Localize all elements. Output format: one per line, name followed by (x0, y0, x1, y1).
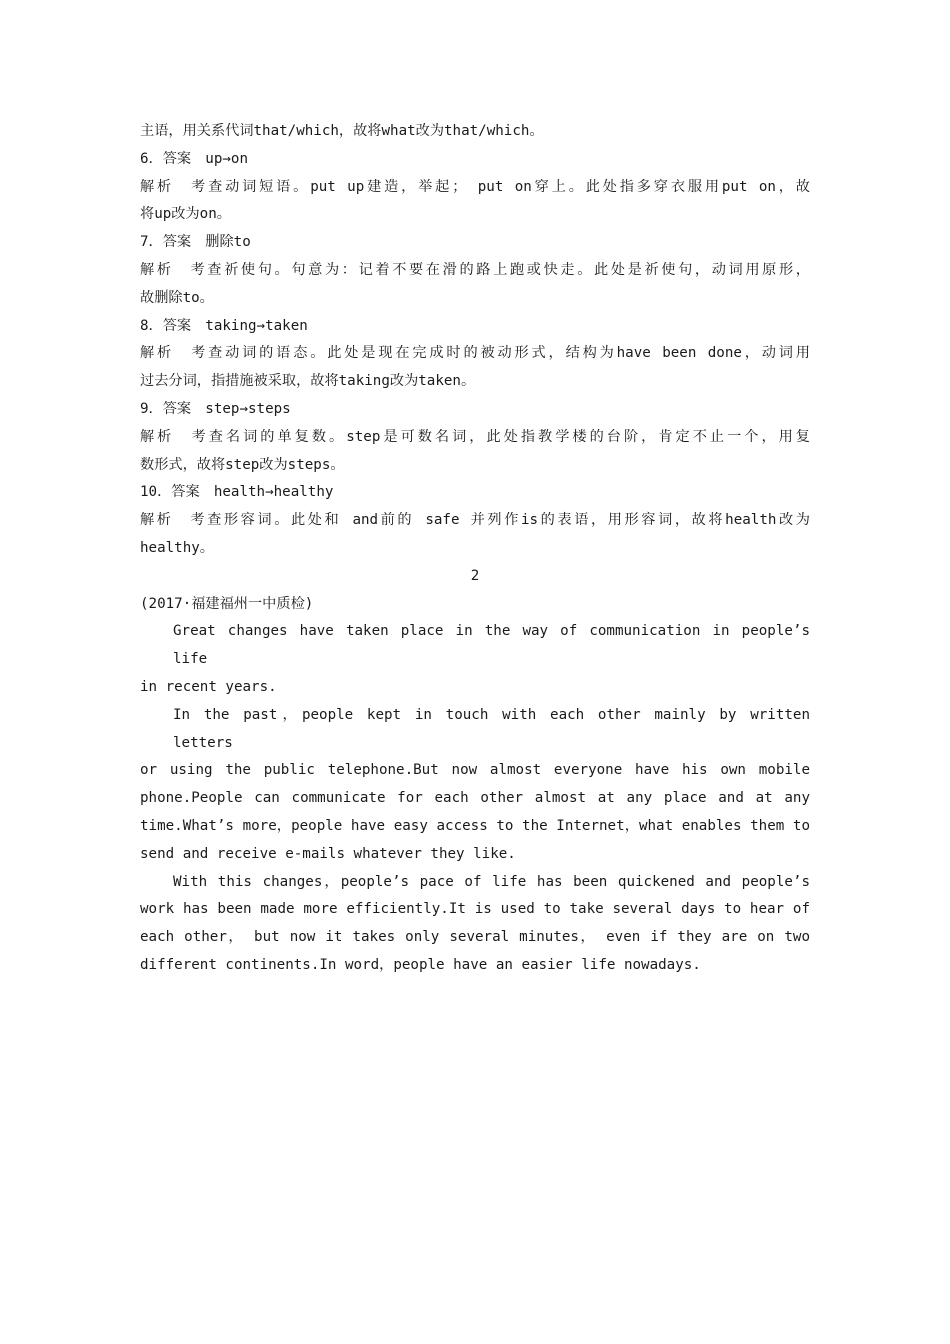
analysis-line: 故删除to。 (140, 289, 214, 306)
analysis-line: 解析 考查祈使句。句意为：记着不要在滑的路上跑或快走。此处是祈使句，动词用原形， (140, 261, 810, 278)
analysis-line: 数形式，故将step改为steps。 (140, 456, 345, 473)
analysis-line: 过去分词，指措施被采取，故将taking改为taken。 (140, 373, 476, 390)
section-number: 2 (470, 567, 480, 584)
answer-head: 10．答案 health→healthy (140, 484, 334, 501)
analysis-line: 解析 考查动词的语态。此处是现在完成时的被动形式，结构为have been done，动词用 (140, 345, 810, 362)
answer-item-10 (140, 479, 810, 562)
answer-head: 8．答案 taking→taken (140, 317, 308, 334)
analysis-line: 解析 考查动词短语。put up建造，举起； put on穿上。此处指多穿衣服用put on，故 (140, 178, 810, 195)
answer-head: 9．答案 step→steps (140, 400, 291, 417)
continuation-line: 主语，用关系代词that/which，故将what改为that/which。 (140, 123, 544, 139)
answer-head: 7．答案 删除to (140, 234, 251, 251)
passage-line: With this changes，people’s pace of life has been quickened and people’s (173, 873, 810, 890)
passage-paragraph-3 (140, 869, 810, 980)
source-label: (2017·福建福州一中质检) (140, 595, 314, 612)
passage-line: In the past，people kept in touch with each other mainly by written letters (173, 706, 810, 751)
answer-head: 6．答案 up→on (140, 150, 248, 167)
passage-line: or using the public telephone.But now almost everyone have his own mobile (140, 762, 810, 779)
answer-item-7 (140, 229, 810, 312)
passage-line: phone.People can communicate for each other almost at any place and at any (140, 790, 810, 807)
passage-line: different continents.In word，people have an easier life nowadays. (140, 956, 701, 973)
answer-item-8 (140, 313, 810, 396)
answer-item-6 (140, 146, 810, 229)
analysis-line: 解析 考查形容词。此处和 and前的 safe 并列作is的表语，用形容词，故将health改为 (140, 512, 810, 529)
passage-line: Great changes have taken place in the way of communication in people’s life (173, 623, 810, 668)
passage-line: send and receive e-mails whatever they like. (140, 845, 516, 862)
analysis-line: 解析 考查名词的单复数。step是可数名词，此处指教学楼的台阶，肯定不止一个，用复 (140, 428, 810, 445)
passage-paragraph-2 (140, 702, 810, 869)
answer-item-9 (140, 396, 810, 479)
passage-line: work has been made more efficiently.It is used to take several days to hear of (140, 901, 810, 918)
analysis-line: 将up改为on。 (140, 206, 231, 223)
passage-line: in recent years. (140, 678, 277, 695)
analysis-line: healthy。 (140, 539, 214, 556)
passage-paragraph-1 (140, 618, 810, 701)
page-content (140, 118, 810, 980)
passage-line: time.What’s more，people have easy access to the Internet，what enables them to (140, 817, 810, 834)
passage-line: each other， but now it takes only several minutes， even if they are on two (140, 929, 810, 946)
